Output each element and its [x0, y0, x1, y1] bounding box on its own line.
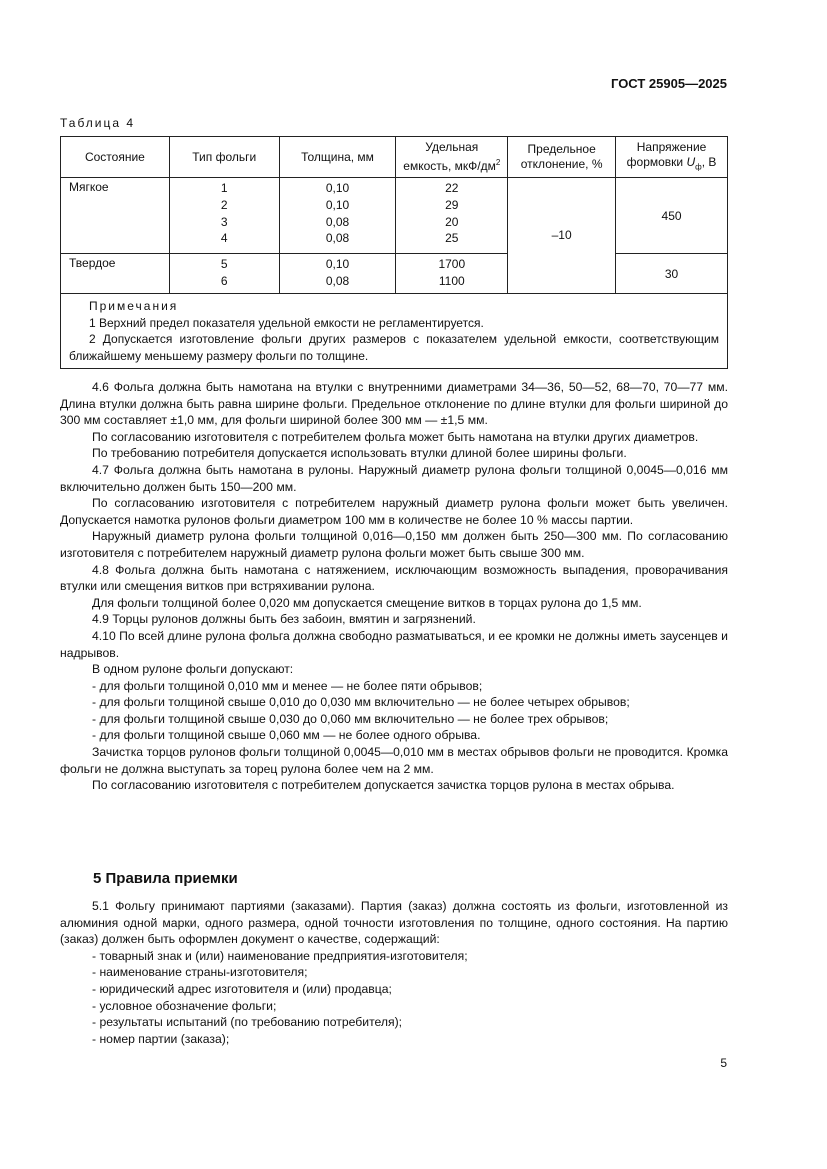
list-item: - товарный знак и (или) наименование предприятия-изготовителя; — [92, 948, 468, 963]
soft-types: 1 2 3 4 — [169, 178, 279, 254]
section-4-text — [60, 379, 728, 794]
section-5-title: 5 Правила приемки — [93, 870, 238, 887]
list-item: - результаты испытаний (по требованию потребителя); — [92, 1015, 403, 1030]
hard-voltage: 30 — [616, 254, 728, 294]
table-notes — [61, 294, 728, 369]
table-4 — [60, 136, 728, 369]
hard-state: Твердое — [61, 254, 170, 294]
paragraph-5-1: 5.1 Фольгу принимают партиями (заказами). Партия (заказ) должна состоять из фольги, изготовленной из алюминия одной марки, одного размера, одной точности изготовления по толщине, одного состояния. На партию (заказ) должен быть оформлен документ о качестве, содержащий: — [60, 899, 728, 947]
table-row-hard — [61, 254, 728, 294]
paragraph-4-10: 4.10 По всей длине рулона фольга должна свободно разматываться, и ее кромки не должны иметь заусенцев и надрывов. — [60, 628, 728, 660]
page-number: 5 — [720, 1056, 727, 1070]
note-1: 1 Верхний предел показателя удельной емкости не регламентируется. — [89, 315, 484, 330]
list-item: - условное обозначение фольги; — [92, 998, 277, 1013]
paragraph-4-8: 4.8 Фольга должна быть намотана с натяжением, исключающим возможность выпадения, проворачивания втулки или смещения витков при встряхивании рулона. — [60, 562, 728, 594]
header-foil-type: Тип фольги — [169, 137, 279, 178]
list-item: - для фольги толщиной свыше 0,030 до 0,060 мм включительно — не более трех обрывов; — [92, 711, 609, 726]
soft-voltage: 450 — [616, 178, 728, 254]
paragraph: Для фольги толщиной более 0,020 мм допускается смещение витков в торцах рулона до 1,5 мм. — [92, 595, 642, 610]
soft-state: Мягкое — [61, 178, 170, 254]
paragraph: По согласованию изготовителя с потребителем наружный диаметр рулона фольги может быть увеличен. Допускается намотка рулонов фольги диаметром 100 мм в количестве не более 10 % массы партии. — [60, 496, 728, 527]
paragraph-4-9: 4.9 Торцы рулонов должны быть без забоин, вмятин и загрязнений. — [92, 612, 476, 627]
list-item: - юридический адрес изготовителя и (или) продавца; — [92, 981, 392, 996]
header-capacitance: Удельная емкость, мкФ/$дм^2$ — [396, 137, 508, 178]
notes-title: Примечания — [89, 299, 179, 313]
list-item: - для фольги толщиной 0,010 мм и менее — не более пяти обрывов; — [92, 678, 483, 693]
standard-number: ГОСТ 25905—2025 — [611, 76, 727, 91]
paragraph: В одном рулоне фольги допускают: — [92, 662, 294, 677]
list-item: - для фольги толщиной свыше 0,060 мм — не более одного обрыва. — [92, 728, 481, 743]
deviation-value: –10 — [508, 178, 616, 294]
paragraph: Наружный диаметр рулона фольги толщиной 0,016—0,150 мм должен быть 250—300 мм. По согласованию изготовителя с потребителем наружный диаметр рулона фольги может быть свыше 300 мм. — [60, 529, 728, 560]
table-notes-row — [61, 294, 728, 369]
hard-types: 5 6 — [169, 254, 279, 294]
table-row-soft — [61, 178, 728, 254]
list-item: - для фольги толщиной свыше 0,010 до 0,030 мм включительно — не более четырех обрывов; — [92, 695, 630, 710]
list-item: - номер партии (заказа); — [92, 1031, 230, 1046]
paragraph: По требованию потребителя допускается использовать втулки длиной более ширины фольги. — [92, 446, 627, 461]
table-caption: Таблица 4 — [60, 116, 136, 130]
hard-capacitance: 1700 1100 — [396, 254, 508, 294]
paragraph: По согласованию изготовителя с потребителем допускается зачистка торцов рулона в местах обрыва. — [92, 778, 675, 793]
soft-thickness: 0,10 0,10 0,08 0,08 — [279, 178, 396, 254]
paragraph: Зачистка торцов рулонов фольги толщиной 0,0045—0,010 мм в местах обрывов фольги не проводится. Кромка фольги не должна выступать за торец рулона более чем на 2 мм. — [60, 745, 728, 776]
soft-capacitance: 22 29 20 25 — [396, 178, 508, 254]
header-deviation: Предельное отклонение, % — [508, 137, 616, 178]
paragraph-4-7: 4.7 Фольга должна быть намотана в рулоны. Наружный диаметр рулона фольги толщиной 0,0045—0,016 мм включительно должен быть 150—200 мм. — [60, 462, 728, 494]
header-state: Состояние — [61, 137, 170, 178]
header-voltage: Напряжение формовки $U_ф$, В — [616, 137, 728, 178]
note-2: 2 Допускается изготовление фольги других размеров с показателем удельной емкости, соответствующим ближайшему меньшему размеру фольги по толщине. — [69, 332, 719, 363]
hard-thickness: 0,10 0,08 — [279, 254, 396, 294]
paragraph: По согласованию изготовителя с потребителем фольга может быть намотана на втулки других диаметров. — [92, 429, 699, 444]
section-5-text — [60, 898, 728, 1047]
paragraph-4-6: 4.6 Фольга должна быть намотана на втулки с внутренними диаметрами 34—36, 50—52, 68—70, 70—77 мм. Длина втулки должна быть равна ширине фольги. Предельное отклонение по длине втулки для фольги шириной до 300 мм составляет ±1,0 мм, для фольги шириной более 300 мм — ±1,5 мм. — [60, 380, 728, 428]
table-header-row — [61, 137, 728, 178]
list-item: - наименование страны-изготовителя; — [92, 965, 308, 980]
header-thickness: Толщина, мм — [279, 137, 396, 178]
